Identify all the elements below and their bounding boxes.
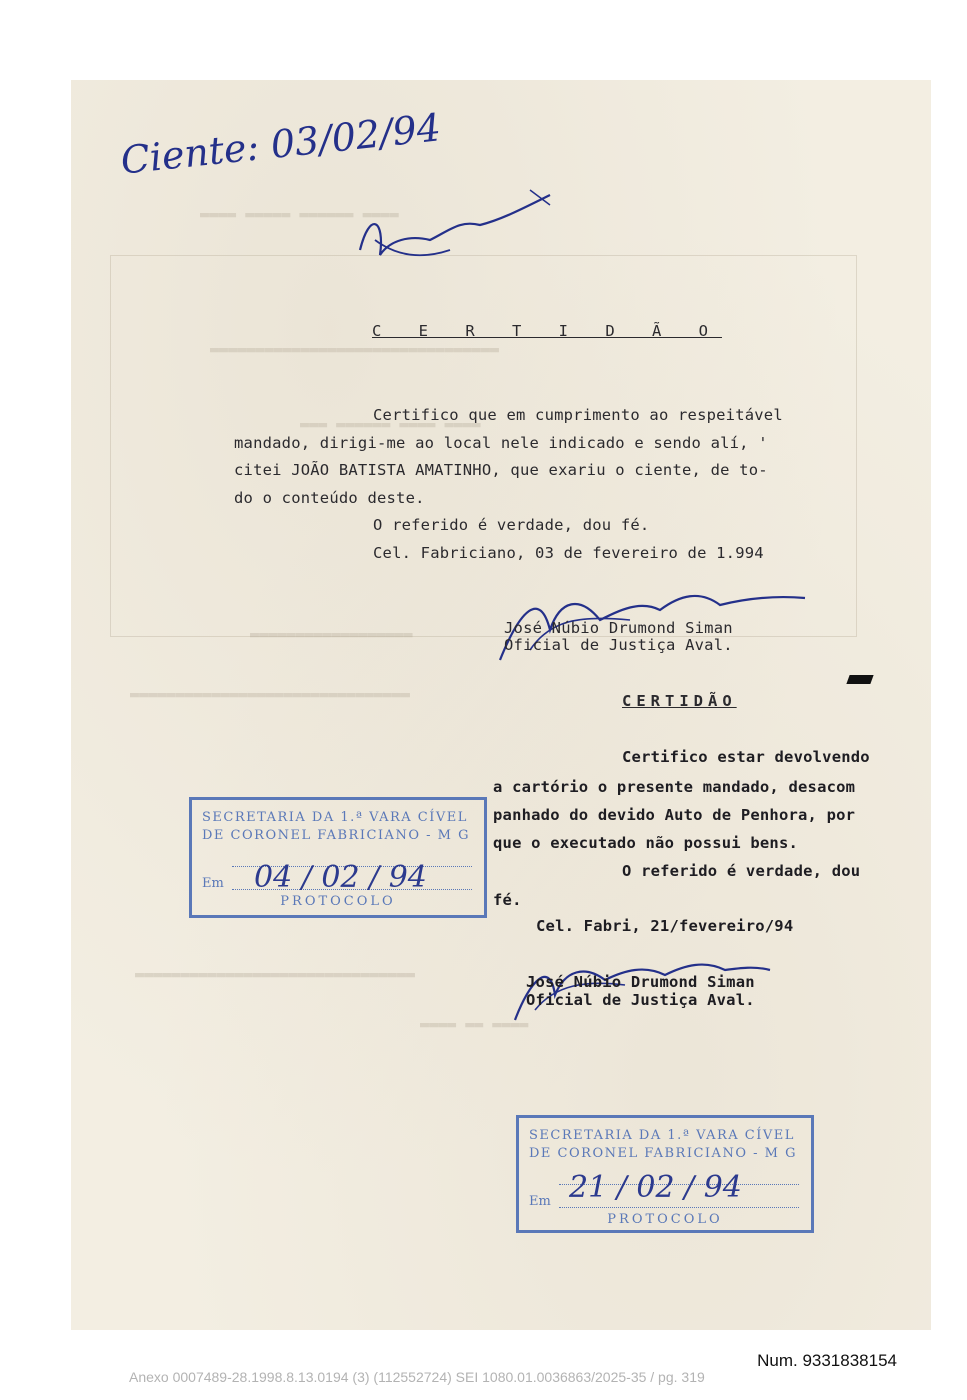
protocol-stamp	[516, 1115, 814, 1233]
bleed-through-text: ▬▬▬▬▬▬▬▬▬▬▬▬▬▬▬▬▬▬▬▬▬▬▬▬▬▬▬▬▬▬▬	[135, 965, 415, 983]
ink-mark	[846, 675, 873, 684]
certidao-date: Cel. Fabriciano, 03 de fevereiro de 1.994	[373, 544, 764, 562]
handwritten-signature	[350, 180, 570, 280]
stamp-dotted-line	[559, 1207, 799, 1208]
stamp-protocolo: PROTOCOLO	[607, 1212, 723, 1227]
certidao-line: Certifico estar devolvendo	[622, 748, 870, 766]
certidao-line: que o executado não possui bens.	[493, 834, 799, 852]
stamp-line: SECRETARIA DA 1.ª VARA CÍVEL	[529, 1128, 795, 1143]
protocol-stamp	[189, 797, 487, 918]
signer-name: José Núbio Drumond Siman	[504, 619, 733, 637]
certidao-line: fé.	[493, 891, 522, 909]
handwritten-ciente-note: Ciente: 03/02/94	[118, 105, 443, 183]
document-source-reference: Anexo 0007489-28.1998.8.13.0194 (3) (112552724) SEI 1080.01.0036863/2025-35 / pg. 319	[129, 1369, 705, 1385]
stamp-date: 04 / 02 / 94	[254, 860, 427, 895]
stamp-em-label: Em	[529, 1194, 551, 1209]
certidao-line: O referido é verdade, dou	[622, 862, 861, 880]
bleed-through-text: ▬▬▬▬ ▬▬▬▬▬▬ ▬▬▬▬▬ ▬▬▬▬	[200, 205, 399, 223]
bleed-through-text: ▬▬▬▬ ▬▬ ▬▬▬▬	[420, 1015, 529, 1033]
stamp-line: DE CORONEL FABRICIANO - M G	[202, 828, 470, 843]
certidao-line: panhado do devido Auto de Penhora, por	[493, 806, 856, 824]
bleed-through-text: ▬▬▬▬▬▬▬▬▬▬▬▬▬▬▬▬▬▬	[250, 625, 413, 643]
certidao-line: mandado, dirigi-me ao local nele indicado e sendo alí, '	[234, 434, 768, 452]
bleed-through-text: ▬▬▬▬▬▬▬▬▬▬▬▬▬▬▬▬▬▬▬▬▬▬▬▬▬▬▬▬▬▬▬	[130, 685, 410, 703]
stamp-date: 21 / 02 / 94	[569, 1170, 742, 1205]
certidao-line: citei JOÃO BATISTA AMATINHO, que exariu o ciente, de to-	[234, 461, 768, 479]
stamp-line: DE CORONEL FABRICIANO - M G	[529, 1146, 797, 1161]
bleed-through-text: ▬▬▬▬ ▬▬▬▬ ▬▬▬▬▬▬ ▬▬▬	[300, 415, 481, 433]
certidao-date: Cel. Fabri, 21/fevereiro/94	[536, 917, 794, 935]
bleed-through-text: ▬▬▬▬▬▬▬▬▬▬▬▬▬▬▬▬▬▬▬▬▬▬▬▬▬▬▬▬▬▬▬▬	[210, 340, 499, 358]
stamp-em-label: Em	[202, 876, 224, 891]
signer-role: Oficial de Justiça Aval.	[504, 636, 733, 654]
stamp-protocolo: PROTOCOLO	[280, 894, 396, 909]
certidao-title: C E R T I D Ã O	[372, 322, 722, 340]
document-number: Num. 9331838154	[757, 1351, 897, 1370]
certidao-title: CERTIDÃO	[622, 692, 737, 710]
signer-role: Oficial de Justiça Aval.	[526, 991, 755, 1009]
certidao-line: do o conteúdo deste.	[234, 489, 425, 507]
certidao-line: Certifico que em cumprimento ao respeitável	[373, 406, 783, 424]
stamp-line: SECRETARIA DA 1.ª VARA CÍVEL	[202, 810, 468, 825]
certidao-line: O referido é verdade, dou fé.	[373, 516, 650, 534]
certidao-line: a cartório o presente mandado, desacom	[493, 778, 856, 796]
signer-name: José Núbio Drumond Siman	[526, 973, 755, 991]
